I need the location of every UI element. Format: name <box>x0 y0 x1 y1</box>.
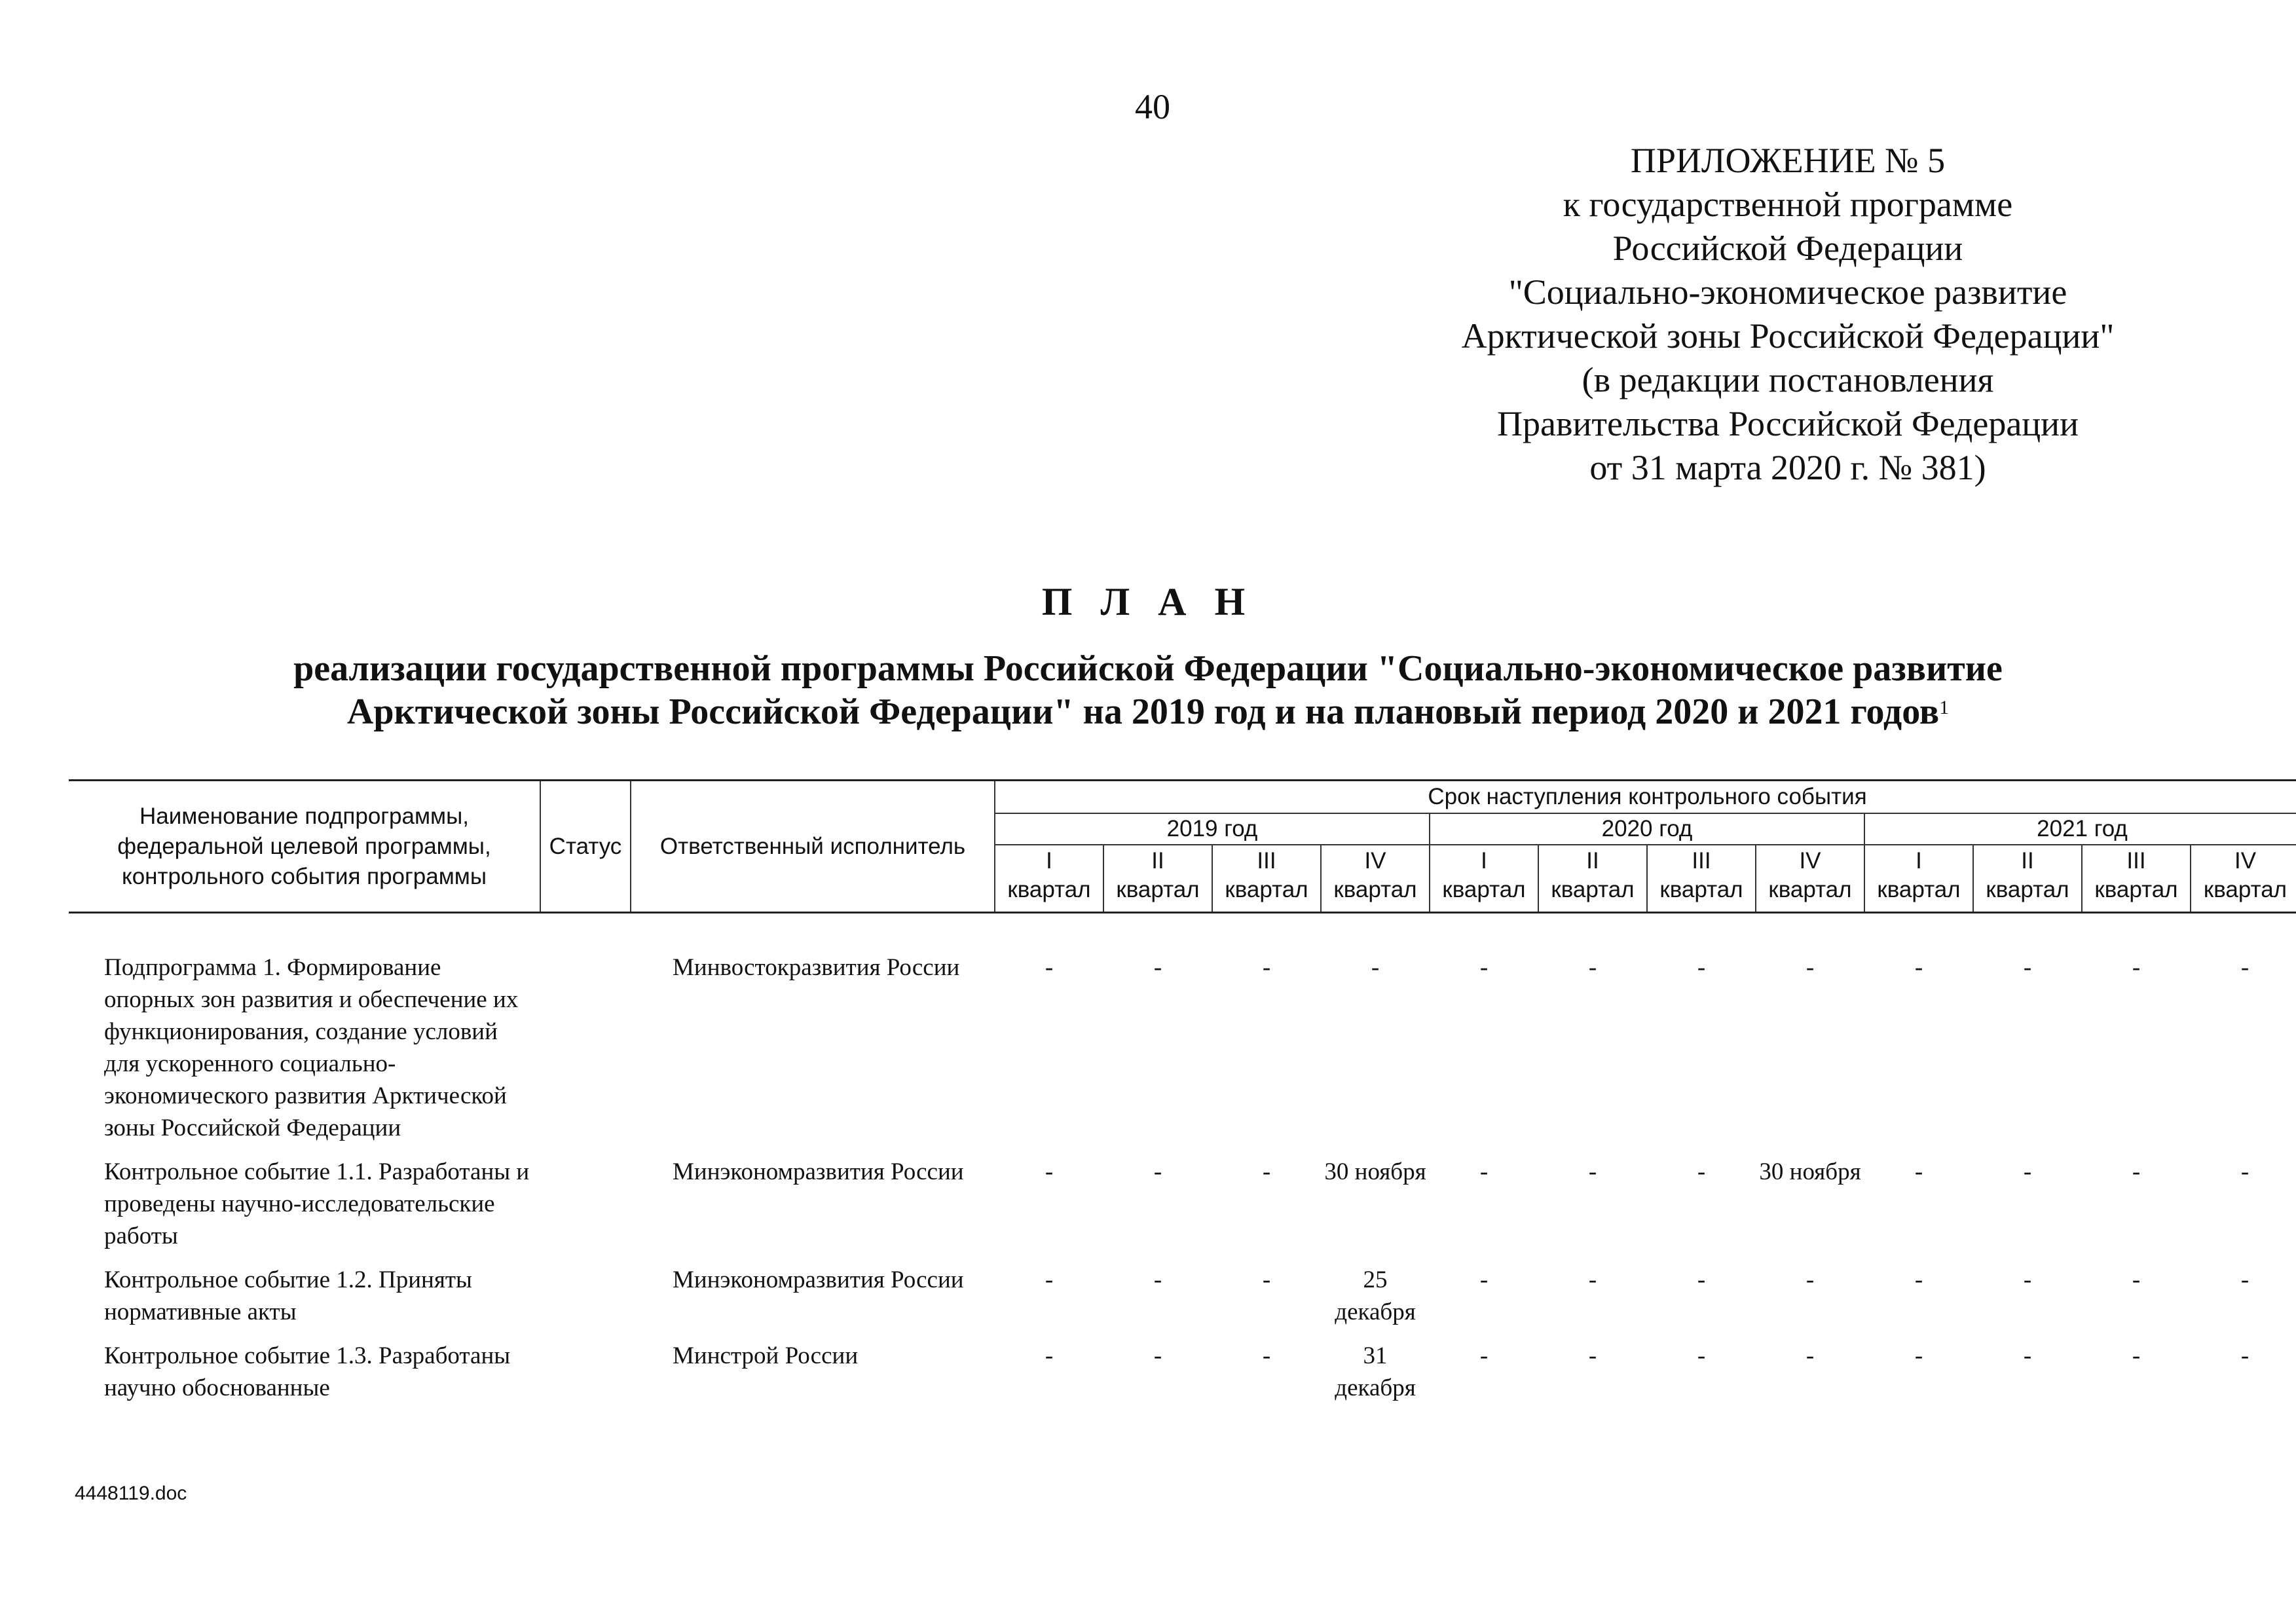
quarter-value: - <box>1805 1266 1815 1293</box>
quarter-value: - <box>2023 1266 2032 1293</box>
quarter-value: - <box>1588 954 1597 981</box>
quarter-word: квартал <box>1551 876 1635 902</box>
quarter-value: - <box>1153 954 1162 981</box>
plan-table <box>69 779 2296 1416</box>
table-spacer <box>69 913 2296 952</box>
quarter-value: - <box>2132 954 2141 981</box>
quarter-value: - <box>1479 1342 1489 1369</box>
doc-footer: 4448119.doc <box>75 1483 187 1504</box>
quarter-value: - <box>1262 1266 1271 1293</box>
quarter-header <box>1538 845 1647 913</box>
quarter-roman: IV <box>1799 847 1821 874</box>
quarter-value: - <box>1805 1342 1815 1369</box>
quarter-value: - <box>1479 954 1489 981</box>
quarter-value: - <box>2240 954 2250 981</box>
quarter-value: - <box>2132 1342 2141 1369</box>
table-row <box>69 1156 2296 1264</box>
quarter-value: - <box>1479 1266 1489 1293</box>
quarter-word: квартал <box>1442 876 1526 902</box>
quarter-value: - <box>1262 954 1271 981</box>
quarter-value: - <box>1805 954 1815 981</box>
quarter-value: 30 ноября <box>1759 1158 1861 1185</box>
quarter-word: квартал <box>1659 876 1743 902</box>
quarter-roman: IV <box>2234 847 2257 874</box>
col-header-status: Статус <box>540 781 631 913</box>
appendix-line: Российской Федерации <box>1612 229 1963 268</box>
row-name: Контрольное событие 1.3. Разработаны научно обоснованные <box>104 1342 511 1401</box>
quarter-value: - <box>1045 1342 1054 1369</box>
row-status <box>540 1340 631 1416</box>
quarter-value: - <box>2023 954 2032 981</box>
quarter-word: квартал <box>1225 876 1308 902</box>
quarter-header <box>1430 845 1538 913</box>
quarter-value: - <box>1697 1342 1706 1369</box>
quarter-value: - <box>1914 1266 1923 1293</box>
quarter-value: - <box>1697 1266 1706 1293</box>
quarter-value: - <box>1153 1342 1162 1369</box>
spacer-cell <box>69 913 2296 952</box>
table-header <box>69 781 2296 913</box>
table-row <box>69 951 2296 1156</box>
quarter-header <box>995 845 1103 913</box>
plan-subtitle-line: реализации государственной программы Российской Федерации "Социально-экономическое развитие <box>293 648 2003 689</box>
quarter-roman: I <box>1916 847 1922 874</box>
row-status <box>540 1156 631 1264</box>
quarter-value: - <box>1045 954 1054 981</box>
quarter-header <box>1973 845 2082 913</box>
quarter-value: - <box>2240 1342 2250 1369</box>
quarter-word: квартал <box>1986 876 2069 902</box>
quarter-roman: III <box>2126 847 2146 874</box>
quarter-value: 30 ноября <box>1324 1158 1426 1185</box>
row-executor: Минстрой России <box>673 1342 859 1369</box>
quarter-word: квартал <box>2203 876 2287 902</box>
appendix-line: к государственной программе <box>1563 185 2013 224</box>
quarter-value: - <box>1262 1158 1271 1185</box>
quarter-value: - <box>1479 1158 1489 1185</box>
year-header-2021: 2021 год <box>1864 813 2296 845</box>
col-header-deadline: Срок наступления контрольного события <box>995 781 2296 813</box>
quarter-value: - <box>1153 1266 1162 1293</box>
row-name: Подпрограмма 1. Формирование опорных зон развития и обеспечение их функционирования, создание условий для ускоренного социально-экономического развития Арктической зоны Российской Федерации <box>104 954 519 1141</box>
row-executor: Минвостокразвития России <box>673 954 960 981</box>
quarter-roman: III <box>1257 847 1276 874</box>
quarter-value: - <box>1045 1266 1054 1293</box>
quarter-word: квартал <box>2094 876 2178 902</box>
quarter-value: - <box>1588 1266 1597 1293</box>
quarter-roman: II <box>2021 847 2034 874</box>
row-status <box>540 951 631 1156</box>
quarter-value: - <box>1914 1158 1923 1185</box>
year-header-2020: 2020 год <box>1430 813 1864 845</box>
quarter-value: - <box>2132 1158 2141 1185</box>
quarter-header <box>1756 845 1864 913</box>
table-body <box>69 913 2296 1416</box>
quarter-header <box>1864 845 1973 913</box>
appendix-line: от 31 марта 2020 г. № 381) <box>1589 448 1986 487</box>
quarter-word: квартал <box>1007 876 1091 902</box>
quarter-value: - <box>1588 1158 1597 1185</box>
quarter-value: - <box>1914 1342 1923 1369</box>
quarter-roman: II <box>1151 847 1164 874</box>
quarter-roman: III <box>1692 847 1711 874</box>
quarter-word: квартал <box>1877 876 1961 902</box>
appendix-heading <box>1441 139 2135 490</box>
quarter-roman: I <box>1046 847 1052 874</box>
quarter-header <box>2082 845 2191 913</box>
quarter-value: - <box>1371 954 1380 981</box>
quarter-value: - <box>2023 1342 2032 1369</box>
plan-subtitle-line: Арктической зоны Российской Федерации" на 2019 год и на плановый период 2020 и 2021 годов <box>346 692 1940 732</box>
quarter-word: квартал <box>1333 876 1417 902</box>
appendix-line: Арктической зоны Российской Федерации" <box>1461 316 2115 356</box>
appendix-line: "Социально-экономическое развитие <box>1508 272 2067 312</box>
quarter-roman: I <box>1481 847 1487 874</box>
plan-subtitle <box>65 647 2231 733</box>
plan-subtitle-line-2 <box>65 690 2231 733</box>
quarter-value: - <box>1914 954 1923 981</box>
quarter-header <box>1321 845 1430 913</box>
year-header-2019: 2019 год <box>995 813 1430 845</box>
quarter-roman: II <box>1586 847 1599 874</box>
quarter-header <box>1212 845 1321 913</box>
row-name: Контрольное событие 1.2. Приняты нормативные акты <box>104 1266 472 1325</box>
quarter-value: - <box>2240 1266 2250 1293</box>
quarter-value: - <box>1153 1158 1162 1185</box>
col-header-executor: Ответственный исполнитель <box>631 781 995 913</box>
row-executor: Минэкономразвития России <box>673 1158 964 1185</box>
table-row <box>69 1340 2296 1416</box>
footnote-mark: 1 <box>1939 697 1950 718</box>
quarter-value: - <box>1262 1342 1271 1369</box>
quarter-header <box>1647 845 1756 913</box>
plan-title: П Л А Н <box>1041 580 1255 623</box>
appendix-line: (в редакции постановления <box>1582 360 1994 399</box>
quarter-header <box>2191 845 2296 913</box>
quarter-value: - <box>2240 1158 2250 1185</box>
quarter-value: 25 декабря <box>1335 1266 1416 1325</box>
quarter-value: - <box>1697 1158 1706 1185</box>
quarter-value: - <box>1588 1342 1597 1369</box>
table-row <box>69 1264 2296 1340</box>
quarter-word: квартал <box>1116 876 1200 902</box>
quarter-value: - <box>1045 1158 1054 1185</box>
quarter-value: - <box>1697 954 1706 981</box>
col-header-name: Наименование подпрограммы, федеральной целевой программы, контрольного события программы <box>69 781 540 913</box>
appendix-line: Правительства Российской Федерации <box>1497 404 2079 443</box>
row-status <box>540 1264 631 1340</box>
row-name: Контрольное событие 1.1. Разработаны и проведены научно-исследовательские работы <box>104 1158 530 1249</box>
quarter-value: - <box>2132 1266 2141 1293</box>
quarter-roman: IV <box>1364 847 1386 874</box>
quarter-header <box>1103 845 1212 913</box>
appendix-line: ПРИЛОЖЕНИЕ № 5 <box>1630 141 1946 180</box>
quarter-value: - <box>2023 1158 2032 1185</box>
page-number: 40 <box>1135 87 1170 126</box>
row-executor: Минэкономразвития России <box>673 1266 964 1293</box>
quarter-value: 31 декабря <box>1335 1342 1416 1401</box>
quarter-word: квартал <box>1768 876 1852 902</box>
